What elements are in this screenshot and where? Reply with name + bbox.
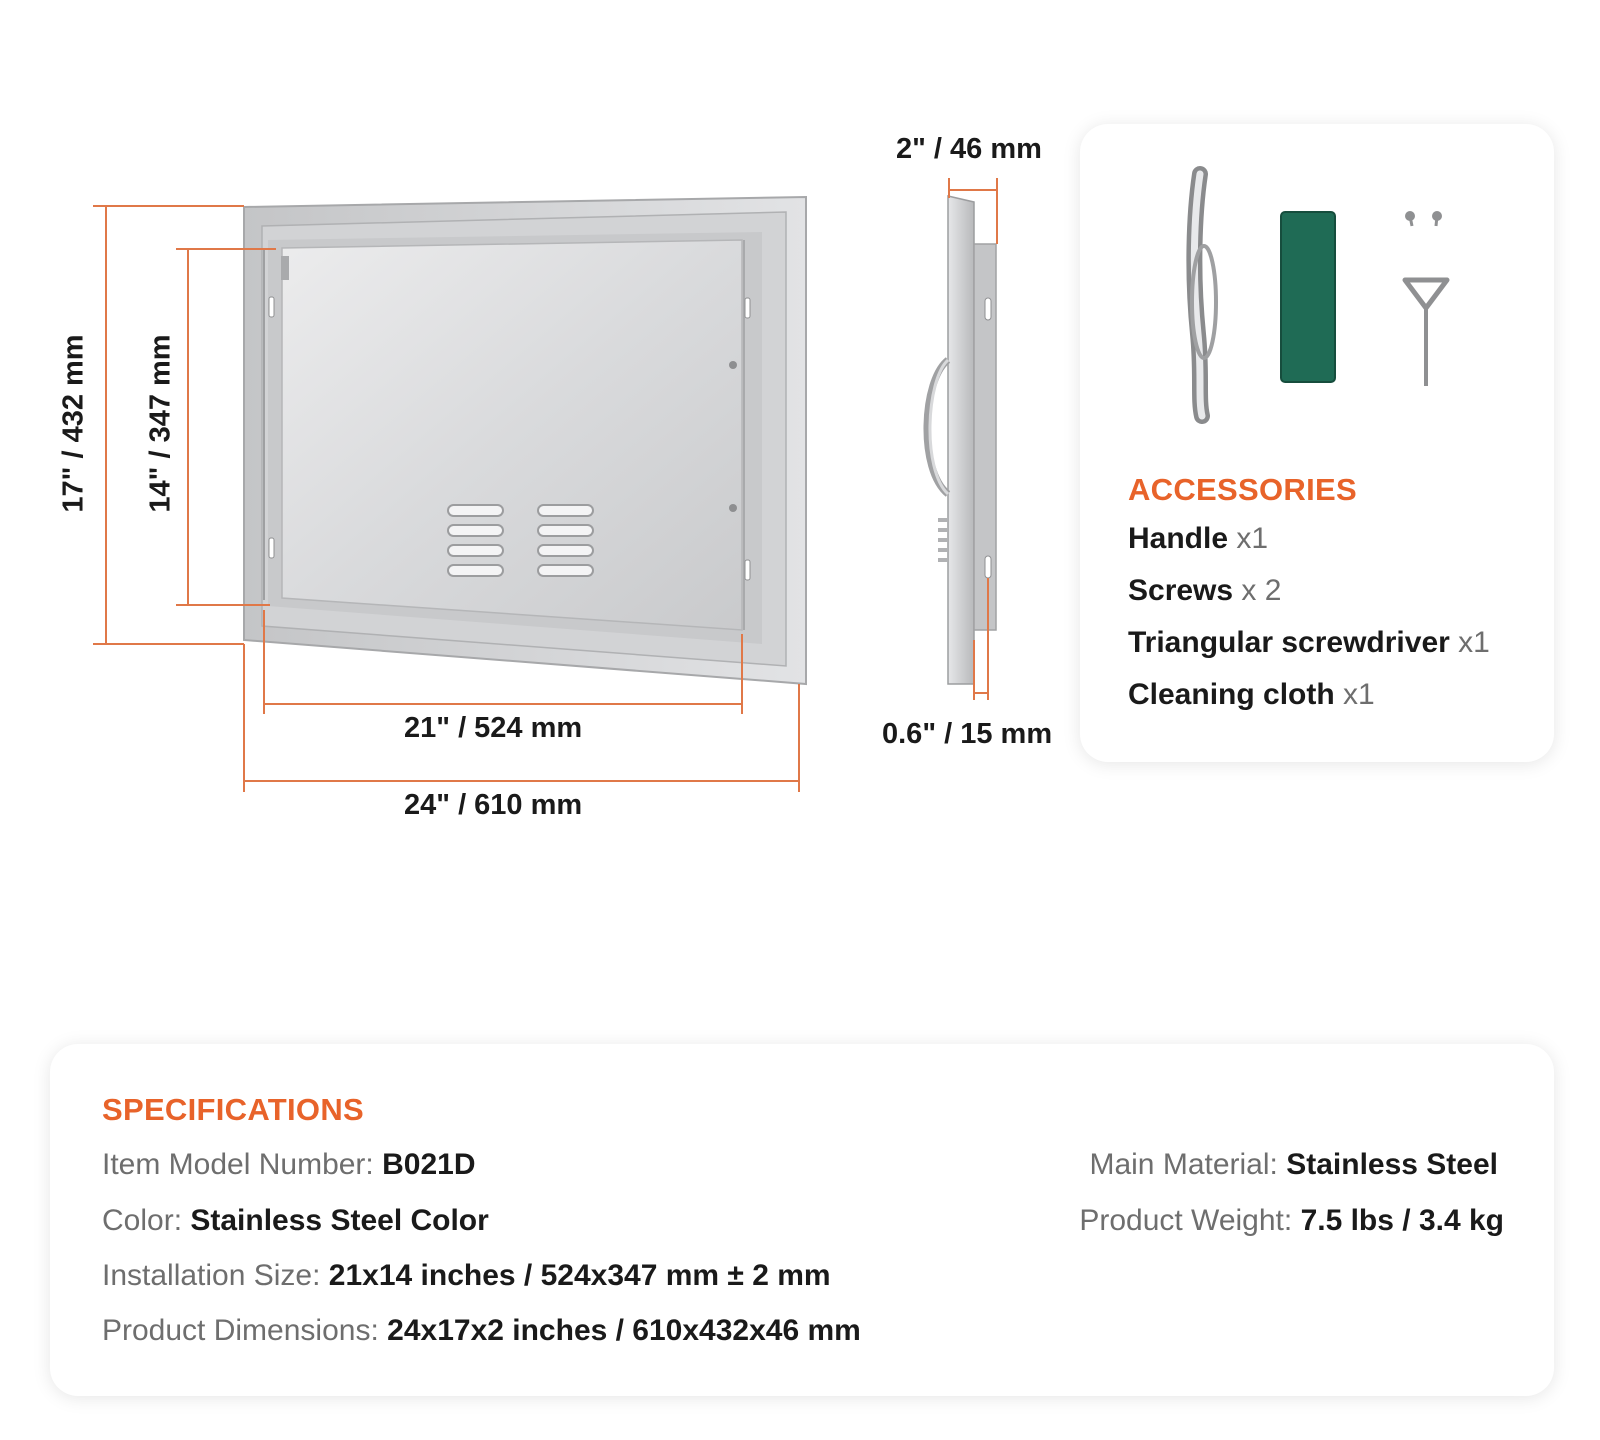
accessory-item [1128,678,1375,712]
accessory-name: Triangular screwdriver [1128,626,1450,659]
spec-label: Main Material: [1089,1148,1278,1181]
spec-label: Color: [102,1204,183,1237]
cleaning-cloth-icon [1281,212,1335,382]
accessory-name: Handle [1128,522,1229,555]
accessories-heading: ACCESSORIES [1128,472,1357,507]
width-total-label: 24" / 610 mm [404,789,583,821]
accessory-item [1128,626,1490,660]
accessory-qty: x1 [1343,678,1375,711]
spec-label: Product Weight: [1079,1204,1293,1237]
spec-model-number [102,1148,476,1182]
spec-color [102,1204,489,1238]
spec-product-weight [1079,1204,1504,1238]
accessories-illustration [1080,124,1554,424]
spec-value: B021D [382,1148,476,1181]
spec-value: Stainless Steel [1286,1148,1498,1181]
width-inner-label: 21" / 524 mm [404,712,583,744]
spec-label: Installation Size: [102,1259,321,1292]
accessories-card [1080,124,1554,762]
specifications-heading: SPECIFICATIONS [102,1092,364,1127]
height-inner-label: 14" / 347 mm [144,334,177,513]
spec-label: Item Model Number: [102,1148,374,1181]
screwdriver-icon [1405,280,1447,386]
height-total-label: 17" / 432 mm [57,334,90,513]
depth-frame-label: 0.6" / 15 mm [882,718,1053,750]
spec-main-material [1089,1148,1498,1182]
spec-product-dimensions [102,1314,861,1348]
screws-icon [1405,211,1442,226]
accessory-name: Cleaning cloth [1128,678,1335,711]
door-side-view [927,196,996,684]
spec-installation-size [102,1259,831,1293]
handle-icon [1192,174,1216,416]
spec-value: 21x14 inches / 524x347 mm ± 2 mm [328,1259,831,1292]
spec-value: Stainless Steel Color [190,1204,489,1237]
spec-label: Product Dimensions: [102,1314,379,1347]
depth-total-label: 2" / 46 mm [896,133,1042,165]
spec-value: 24x17x2 inches / 610x432x46 mm [387,1314,861,1347]
accessory-qty: x1 [1236,522,1269,555]
accessory-qty: x 2 [1241,574,1282,607]
accessory-item [1128,522,1268,556]
spec-value: 7.5 lbs / 3.4 kg [1300,1204,1504,1237]
door-front-view [244,197,806,684]
specifications-card [50,1044,1554,1396]
accessory-name: Screws [1128,574,1234,607]
accessory-qty: x1 [1458,626,1490,659]
accessory-item [1128,574,1281,608]
